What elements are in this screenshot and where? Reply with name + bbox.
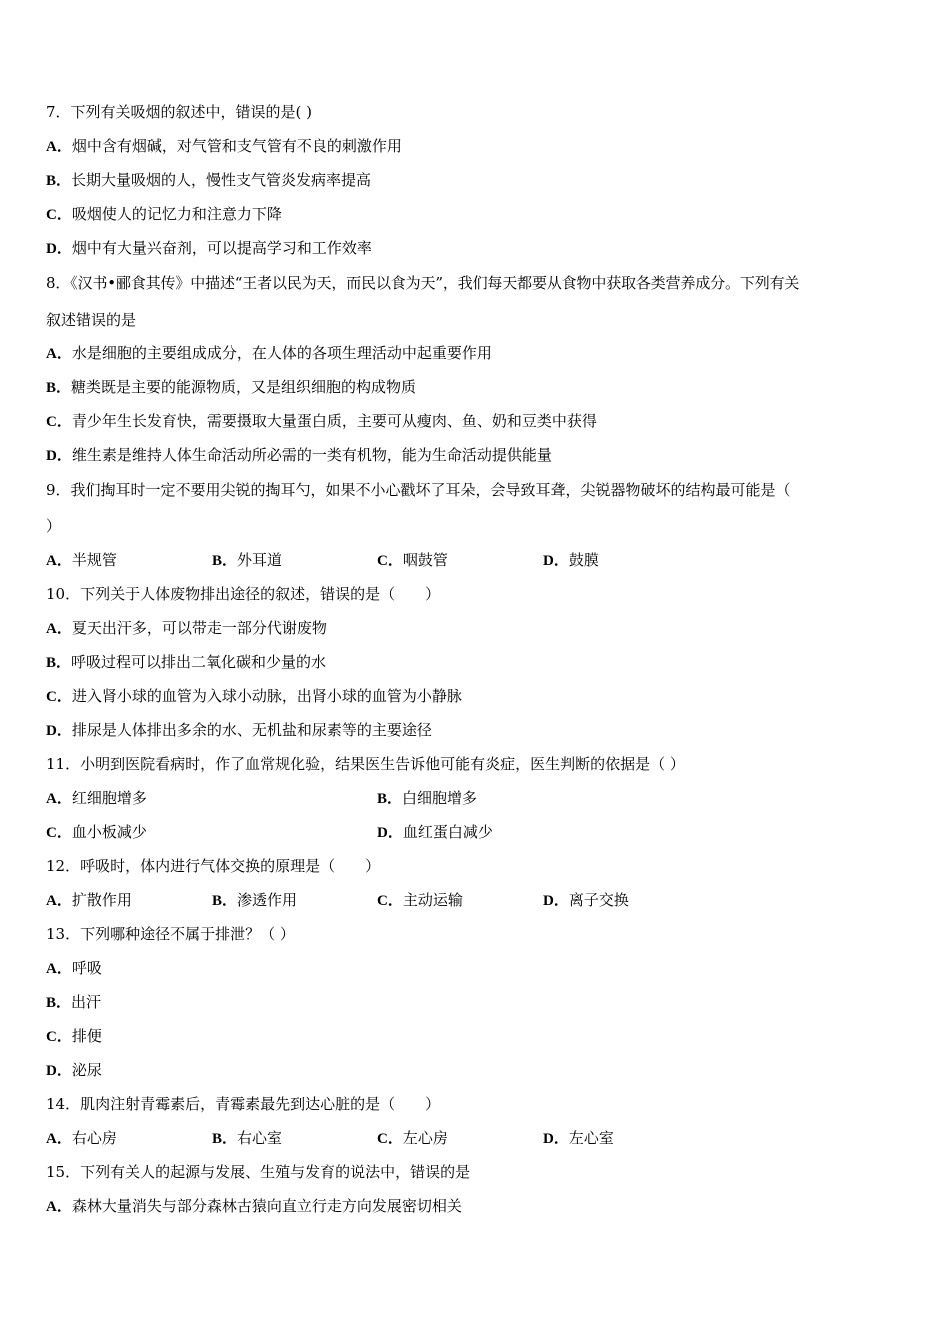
question-7-option-a: A．烟中含有烟碱，对气管和支气管有不良的刺激作用 (46, 137, 402, 155)
question-13-option-d: D．泌尿 (46, 1061, 102, 1079)
question-10-option-a: A．夏天出汗多，可以带走一部分代谢废物 (46, 619, 327, 637)
question-13-option-c: C．排便 (46, 1027, 102, 1045)
question-11-option-b: B．白细胞增多 (377, 789, 478, 807)
question-8-option-d: D．维生素是维持人体生命活动所必需的一类有机物，能为生命活动提供能量 (46, 446, 552, 464)
question-11-stem: 11．小明到医院看病时，作了血常规化验，结果医生告诉他可能有炎症，医生判断的依据是（ ） (46, 755, 685, 773)
question-8-stem-line-2: 叙述错误的是 (46, 311, 137, 329)
question-11-option-c: C．血小板减少 (46, 823, 147, 841)
question-14-option-d: D．左心室 (543, 1129, 614, 1147)
question-12-option-c: C．主动运输 (377, 891, 463, 909)
question-7-option-b: B．长期大量吸烟的人，慢性支气管炎发病率提高 (46, 171, 372, 189)
question-9-option-d: D．鼓膜 (543, 551, 599, 569)
question-7-option-d: D．烟中有大量兴奋剂，可以提高学习和工作效率 (46, 239, 372, 257)
question-11-option-d: D．血红蛋白减少 (377, 823, 493, 841)
question-9-stem-line-1: 9．我们掏耳时一定不要用尖锐的掏耳勺，如果不小心戳坏了耳朵，会导致耳聋，尖锐器物破坏的结构最可能是（ (46, 481, 791, 499)
question-10-option-c: C．进入肾小球的血管为入球小动脉，出肾小球的血管为小静脉 (46, 687, 462, 705)
question-15-stem: 15．下列有关人的起源与发展、生殖与发育的说法中，错误的是 (46, 1163, 471, 1181)
question-10-option-b: B．呼吸过程可以排出二氧化碳和少量的水 (46, 653, 327, 671)
question-14-option-b: B．右心室 (212, 1129, 283, 1147)
question-15-option-a: A．森林大量消失与部分森林古猿向直立行走方向发展密切相关 (46, 1197, 462, 1215)
question-14-option-a: A．右心房 (46, 1129, 117, 1147)
question-12-option-a: A．扩散作用 (46, 891, 132, 909)
question-8-option-b: B．糖类既是主要的能源物质，又是组织细胞的构成物质 (46, 378, 417, 396)
question-9-stem-line-2: ） (46, 517, 62, 535)
question-12-option-b: B．渗透作用 (212, 891, 298, 909)
question-8-stem-line-1: 8．《汉书•郦食其传》中描述“王者以民为天，而民以食为天”，我们每天都要从食物中获取各类营养成分。下列有关 (46, 274, 800, 292)
question-13-option-a: A．呼吸 (46, 959, 102, 977)
question-10-stem: 10．下列关于人体废物排出途径的叙述，错误的是（ ） (46, 585, 441, 603)
question-10-option-d: D．排尿是人体排出多余的水、无机盐和尿素等的主要途径 (46, 721, 432, 739)
question-9-option-c: C．咽鼓管 (377, 551, 448, 569)
question-8-option-a: A．水是细胞的主要组成成分，在人体的各项生理活动中起重要作用 (46, 344, 492, 362)
question-13-stem: 13．下列哪种途径不属于排泄？（ ） (46, 925, 295, 943)
question-9-option-b: B．外耳道 (212, 551, 283, 569)
question-13-option-b: B．出汗 (46, 993, 102, 1011)
question-7-stem: 7．下列有关吸烟的叙述中，错误的是( ) (46, 103, 313, 121)
question-14-option-c: C．左心房 (377, 1129, 448, 1147)
question-14-stem: 14．肌肉注射青霉素后，青霉素最先到达心脏的是（ ） (46, 1095, 441, 1113)
question-8-option-c: C．青少年生长发育快，需要摄取大量蛋白质，主要可从瘦肉、鱼、奶和豆类中获得 (46, 412, 597, 430)
question-12-stem: 12．呼吸时，体内进行气体交换的原理是（ ） (46, 857, 381, 875)
question-9-option-a: A．半规管 (46, 551, 117, 569)
question-12-option-d: D．离子交换 (543, 891, 629, 909)
question-7-option-c: C．吸烟使人的记忆力和注意力下降 (46, 205, 282, 223)
question-11-option-a: A．红细胞增多 (46, 789, 147, 807)
